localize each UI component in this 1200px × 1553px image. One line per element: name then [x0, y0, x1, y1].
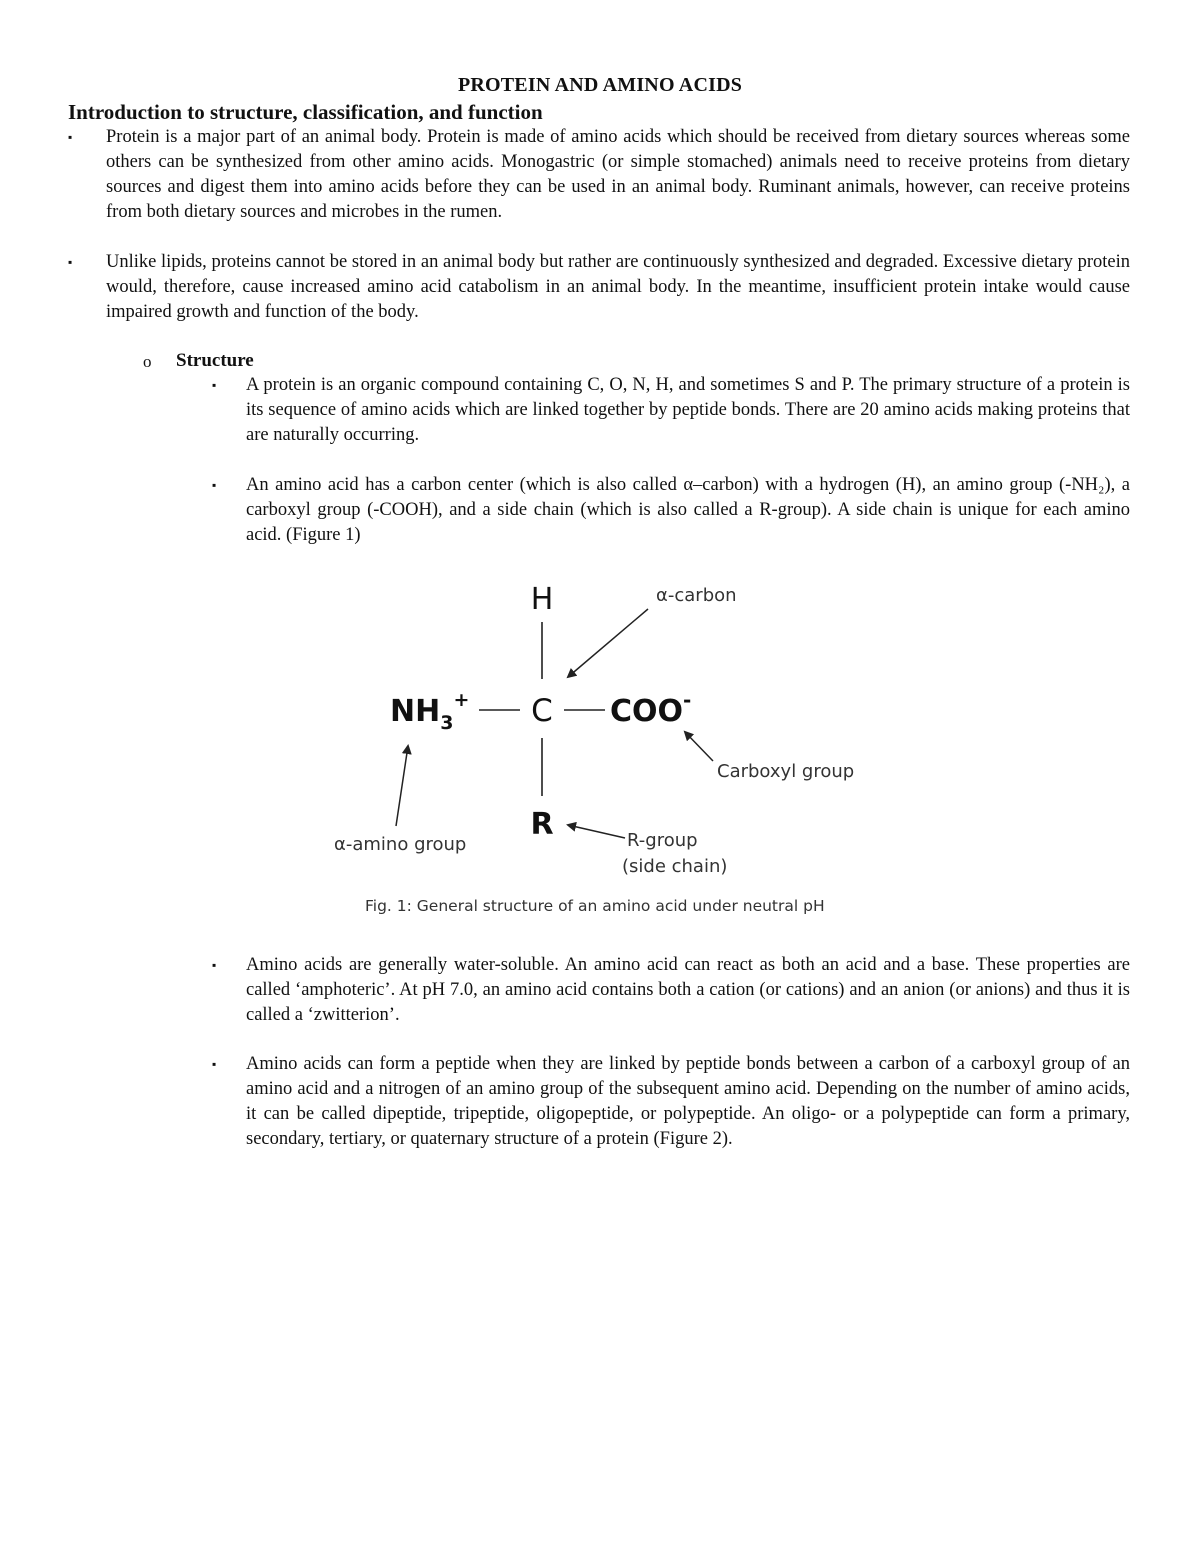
figure-caption: Fig. 1: General structure of an amino acid under neutral pH: [365, 897, 825, 915]
bullet-marker: ▪: [212, 1057, 217, 1071]
structure-paragraph: An amino acid has a carbon center (which is also called α–carbon) with a hydrogen (H), an amino group (-NH₂), a carboxyl group (-COOH), and a side chain (which is also called a R-group). A side chain is unique for each amino acid. (Figure 1): [246, 475, 1130, 545]
section-heading: Introduction to structure, classification, and function: [68, 100, 543, 124]
bullet-marker: ▪: [68, 130, 73, 144]
label-carboxyl-group: Carboxyl group: [717, 761, 855, 782]
arrow-amino: [396, 746, 408, 826]
sub-list-marker: o: [143, 352, 152, 371]
bullet-marker: ▪: [212, 958, 217, 972]
label-alpha-carbon: α-carbon: [656, 585, 737, 606]
side-chain-atom: R: [530, 807, 554, 842]
label-side-chain: (side chain): [622, 856, 728, 877]
structure-heading: Structure: [176, 350, 254, 371]
label-r-group: R-group: [627, 830, 698, 851]
intro-paragraph: Protein is a major part of an animal body. Protein is made of amino acids which should be received from dietary sources whereas some others can be synthesized from other amino acids. Monogastric (or simple stomached) animals need to receive proteins from dietary sources and digest them into amino acids before they can be used in an animal body. Ruminant animals, however, can receive proteins from both dietary sources and microbes in the rumen.: [106, 127, 1130, 222]
bullet-marker: ▪: [212, 378, 217, 392]
page-title: PROTEIN AND AMINO ACIDS: [457, 74, 743, 96]
hydrogen-atom: H: [530, 582, 554, 617]
arrow-alpha-carbon: [568, 609, 648, 677]
amino-acid-figure: [320, 574, 880, 924]
structure-paragraph: Amino acids can form a peptide when they are linked by peptide bonds between a carbon of a carboxyl group of an amino acid and a nitrogen of an amino group of the subsequent amino acid. Depending on the number of amino acids, it can be called dipeptide, tripeptide, oligopeptide, or polypeptide. An oligo- or a polypeptide can form a primary, secondary, tertiary, or quaternary structure of a protein (Figure 2).: [246, 1054, 1130, 1149]
label-amino-group: α-amino group: [334, 834, 467, 855]
alpha-carbon-atom: C: [531, 693, 553, 729]
amino-group-formula: $NH_3^+$: [390, 689, 470, 734]
intro-paragraph: Unlike lipids, proteins cannot be stored in an animal body but rather are continuously synthesized and degraded. Excessive dietary protein would, therefore, cause increased amino acid catabolism in an animal body. In the meantime, insufficient protein intake would cause impaired growth and function of the body.: [106, 252, 1130, 322]
carboxylate-formula: COO-: [610, 688, 692, 729]
bullet-marker: ▪: [212, 478, 217, 492]
arrow-carboxyl: [685, 732, 713, 761]
structure-paragraph: A protein is an organic compound containing C, O, N, H, and sometimes S and P. The primary structure of a protein is its sequence of amino acids which are linked together by peptide bonds. There are 20 amino acids making proteins that are naturally occurring.: [246, 375, 1130, 445]
structure-paragraph: Amino acids are generally water-soluble. An amino acid can react as both an acid and a base. These properties are called ‘amphoteric’. At pH 7.0, an amino acid contains both a cation (or cations) and an anion (or anions) and thus it is called a ‘zwitterion’.: [246, 955, 1130, 1025]
arrow-r-group: [568, 825, 625, 838]
bullet-marker: ▪: [68, 255, 73, 269]
